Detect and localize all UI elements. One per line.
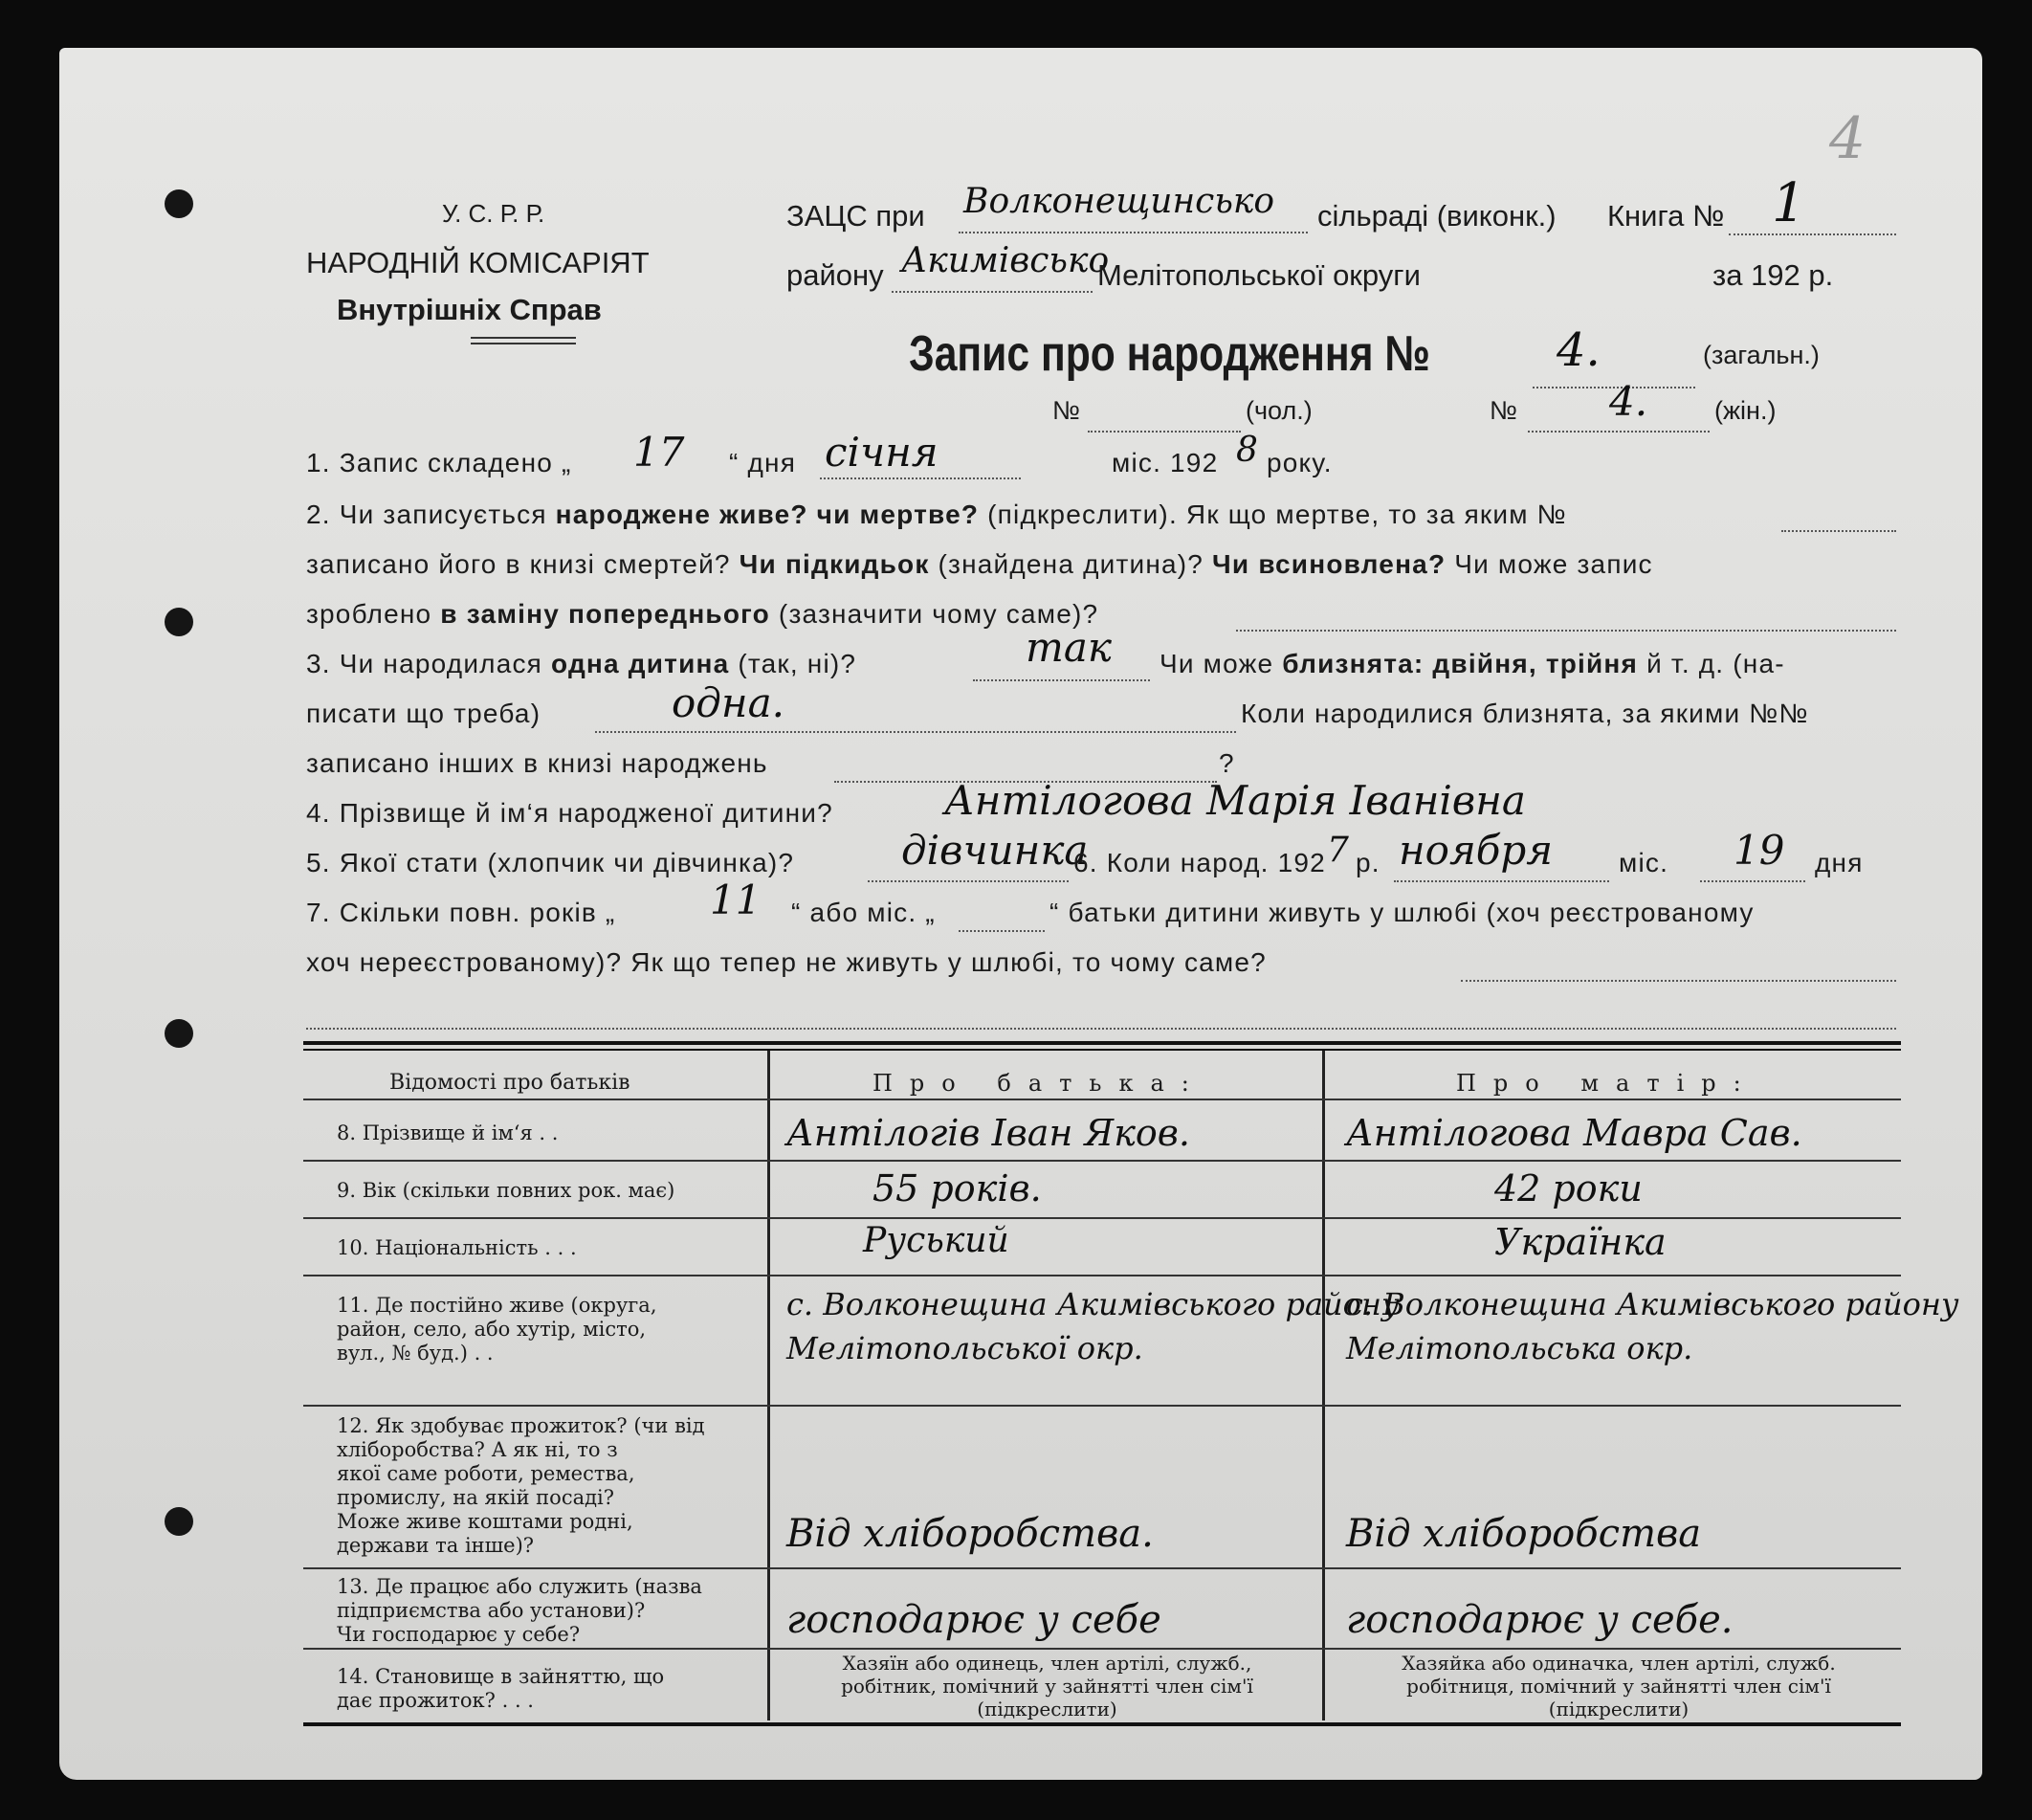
q1-label-c: міс. 192 (1112, 448, 1219, 477)
table-divider-2 (1322, 1051, 1325, 1720)
q2-b: народжене живе? чи мертве? (555, 499, 980, 529)
q6-r-label: р. (1356, 848, 1380, 877)
male-no-line (1088, 408, 1241, 433)
q1-label-a: 1. Запис складено „ (306, 448, 572, 477)
row13-label: 13. Де працює або служить (назва підприємства або установи)? Чи господарює у себе? (337, 1575, 702, 1646)
q6-label: 6. Коли народ. 192 (1073, 848, 1326, 877)
table-top-rule (303, 1041, 1901, 1045)
table-head-border (303, 1099, 1901, 1100)
q7-line3-dots (306, 1005, 1896, 1030)
q7-line2: хоч нереєстрованому)? Як що тепер не живуть у шлюбі, то чому саме? (306, 947, 1267, 977)
q3-b: одна дитина (551, 649, 730, 678)
row9-border (303, 1217, 1901, 1219)
q3-line1a (306, 649, 856, 679)
q7-label-a: 7. Скільки повн. років „ (306, 898, 616, 927)
q2-line2b: Чи підкидьок (739, 549, 930, 579)
punch-hole (165, 189, 193, 218)
q3-e: близнята: двійня, трійня (1282, 649, 1639, 678)
council-label: сільраді (виконк.) (1317, 199, 1557, 233)
row13-father: господарює у себе (786, 1598, 1161, 1642)
row10-father: Руський (863, 1221, 1009, 1260)
row9-father: 55 років. (872, 1167, 1042, 1210)
row13-mother: господарює у себе. (1346, 1598, 1734, 1642)
commissariat-label: НАРОДНІЙ КОМІСАРІЯТ (306, 246, 650, 279)
q7-value: 11 (710, 877, 762, 923)
q3-value2-line (595, 708, 1236, 733)
document-sheet (59, 48, 1982, 1780)
head-father: Про батька: (872, 1070, 1206, 1097)
q3-line1b (1160, 649, 1785, 679)
q2-line2c: (знайдена дитина)? (929, 549, 1213, 579)
row8-border (303, 1160, 1901, 1162)
q2-line1 (306, 499, 1567, 530)
q2-line1-dots (1781, 507, 1896, 532)
q1-month-line (820, 455, 1021, 479)
row10-mother: Українка (1494, 1221, 1667, 1263)
head-info: Відомості про батьків (389, 1071, 630, 1095)
zags-line (959, 209, 1308, 233)
female-no-line (1528, 408, 1710, 433)
row10-label: 10. Національність . . . (337, 1236, 577, 1259)
q2-line3b: в заміну попереднього (440, 599, 770, 629)
female-no-label: № (1490, 396, 1517, 425)
q7-months-line (959, 907, 1045, 932)
q5-value: дівчинка (901, 827, 1089, 874)
row14-mother: Хазяйка або одиначка, член артілі, служб. робітниця, помічний у зайнятті член сім'ї (підкреслити) (1402, 1652, 1836, 1720)
row11-father: с. Волконещина Акимівського району Мелітопольської окр. (786, 1286, 1400, 1366)
district-label: району (786, 258, 884, 292)
margin-mark: 4 (1829, 105, 1866, 172)
okrug-label: Мелітопольської округи (1097, 258, 1421, 292)
q3-d: Чи може (1160, 649, 1283, 678)
punch-hole (165, 1507, 193, 1536)
q3-line2b: Коли народилися близнята, за якими №№ (1241, 699, 1809, 728)
q3-c: (так, ні)? (729, 649, 857, 678)
q3-value2: одна. (672, 679, 784, 726)
row9-label: 9. Вік (скільки повних рок. має) (337, 1179, 675, 1202)
row9-mother: 42 роки (1494, 1167, 1643, 1210)
table-bottom-rule (303, 1722, 1901, 1726)
q5-label: 5. Якої стати (хлопчик чи дівчинка)? (306, 848, 795, 877)
table-divider-1 (767, 1051, 770, 1720)
q2-a: 2. Чи записується (306, 499, 556, 529)
q6-mis-label: міс. (1619, 848, 1669, 877)
q1-label-b: “ дня (729, 448, 797, 477)
q4-value: Антілогова Марія Іванівна (944, 777, 1526, 824)
q3-f: й т. д. (на- (1638, 649, 1785, 678)
q1-year: 8 (1236, 431, 1258, 470)
q2-line3-dots (1236, 607, 1896, 632)
q3-value: так (1026, 624, 1112, 671)
head-mother: Про матір: (1456, 1070, 1758, 1097)
row8-label: 8. Прізвище й ім‘я . . (337, 1121, 559, 1144)
row14-label: 14. Становище в зайняттю, що дає прожиток? . . . (337, 1665, 665, 1712)
row12-label: 12. Як здобуває прожиток? (чи від хліборобства? А як ні, то з якої саме роботи, ремества, промислу, на якій посаді? Може живе коштами родні, держави та інше)? (337, 1414, 705, 1557)
row8-mother: Антілогова Мавра Сав. (1346, 1112, 1802, 1154)
female-no-value: 4. (1609, 378, 1648, 425)
q6-month: ноября (1399, 827, 1554, 874)
table-top-rule-thin (303, 1049, 1901, 1051)
q6-month-line (1394, 857, 1609, 882)
q6-day: 19 (1734, 827, 1785, 874)
q3-question-mark: ? (1219, 748, 1235, 778)
q4-label: 4. Прізвище й ім‘я народженої дитини? (306, 798, 833, 828)
record-number: 4. (1557, 323, 1601, 377)
punch-hole (165, 608, 193, 636)
q3-line3: записано інших в книзі народжень (306, 748, 768, 778)
punch-hole (165, 1019, 193, 1048)
double-rule (471, 337, 576, 344)
record-title: Запис про народження № (909, 326, 1430, 382)
q2-line2d: Чи всиновлена? (1212, 549, 1447, 579)
row13-border (303, 1648, 1901, 1650)
row14-father: Хазяїн або одинець, член артілі, служб., робітник, помічний у зайнятті член сім'ї (підкреслити) (841, 1652, 1253, 1720)
q2-line2 (306, 549, 1653, 580)
row8-father: Антілогів Іван Яков. (786, 1112, 1190, 1154)
q2-c: (підкреслити). Як що мертве, то за яким № (979, 499, 1567, 529)
q1-month: січня (825, 429, 939, 476)
q5-value-line (868, 857, 1069, 882)
q7-line2-dots (1461, 957, 1896, 982)
q3-a: 3. Чи народилася (306, 649, 552, 678)
q7-label-c: “ батьки дитини живуть у шлюбі (хоч реєстрованому (1049, 898, 1755, 927)
ussr-label: У. С. Р. Р. (442, 199, 545, 228)
q7-label-b: “ або міс. „ (791, 898, 936, 927)
book-label: Книга № (1607, 199, 1725, 233)
female-suffix: (жін.) (1714, 396, 1777, 425)
general-label: (загальн.) (1703, 341, 1820, 369)
q3-value-line (973, 656, 1150, 681)
q1-day: 17 (633, 429, 685, 476)
male-no-label: № (1052, 396, 1080, 425)
district-value: Акимівсько (901, 241, 1110, 280)
book-value: 1 (1772, 172, 1806, 234)
q3-line2a: писати що треба) (306, 699, 541, 728)
zags-label: ЗАЦС при (786, 199, 925, 233)
q6-dnya-label: дня (1815, 848, 1864, 877)
row12-mother: Від хліборобства (1346, 1512, 1702, 1556)
q2-line3 (306, 599, 1098, 630)
row12-border (303, 1567, 1901, 1569)
q2-line2e: Чи може запис (1446, 549, 1653, 579)
q1-label-d: року. (1267, 448, 1333, 477)
row11-mother: с. Волконещина Акимівського району Мелітопольська окр. (1346, 1286, 1959, 1366)
q6-day-line (1700, 857, 1805, 882)
book-line (1729, 211, 1896, 235)
row12-father: Від хліборобства. (786, 1512, 1154, 1556)
row11-border (303, 1405, 1901, 1407)
row11-label: 11. Де постійно живе (округа, район, село, або хутір, місто, вул., № буд.) . . (337, 1294, 657, 1365)
q2-line2a: записано його в книзі смертей? (306, 549, 740, 579)
male-suffix: (чол.) (1246, 396, 1313, 425)
q2-line3a: зроблено (306, 599, 441, 629)
internal-affairs-label: Внутрішніх Справ (337, 293, 602, 326)
district-line (892, 268, 1093, 293)
zags-value: Волконещинсько (963, 182, 1275, 221)
year-label: за 192 р. (1712, 258, 1834, 292)
row10-border (303, 1275, 1901, 1276)
q6-year: 7 (1327, 831, 1349, 870)
q2-line3c: (зазначити чому саме)? (769, 599, 1099, 629)
